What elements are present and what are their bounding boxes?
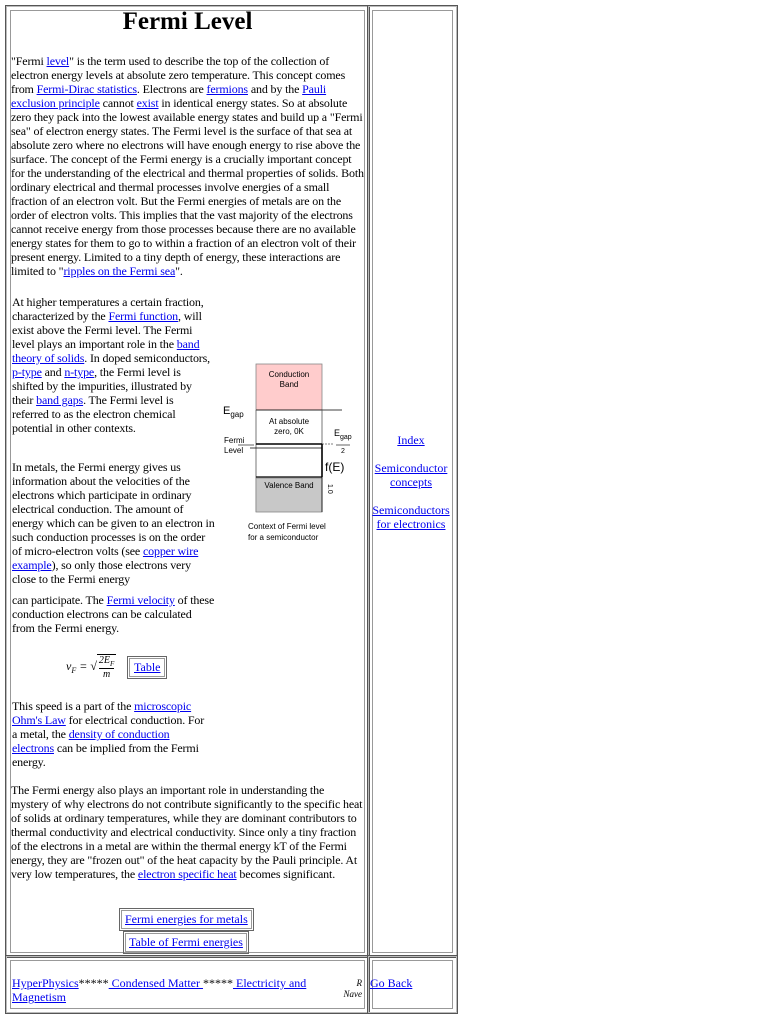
n-type-link[interactable]: n-type [64, 365, 95, 379]
index-link[interactable]: Index [397, 433, 425, 447]
ripples-link[interactable]: ripples on the Fermi sea [63, 264, 176, 278]
band-label: Band [279, 380, 299, 389]
level-label: Level [224, 446, 244, 455]
egap-label: $E_{gap}$ [223, 405, 244, 419]
ohms-law-paragraph: This speed is a part of the microscopic Ohm's Law for electrical conduction. For a metal, the density of conduction electrons can be implied from the Fermi energy. [12, 699, 205, 769]
temperature-paragraph: At higher temperatures a certain fraction, characterized by the Fermi function, will exist above the Fermi level. The Fermi level plays an important role in the band theory of solids. In doped semiconductors, p-type and n-type, the Fermi level is shifted by the impurities, illustrated by their band gaps. The Fermi level is referred to as the electron chemical potential in other contexts. [12, 295, 211, 435]
half-gap-denominator: 2 [341, 448, 345, 455]
go-back-cell [370, 976, 412, 991]
fermi-energies-metals-link[interactable]: Fermi energies for metals [125, 912, 248, 926]
table-fermi-energies-link[interactable]: Table of Fermi energies [129, 935, 243, 949]
valence-label: Valence Band [264, 481, 314, 490]
author-credit: R Nave [343, 978, 362, 999]
band-theory-link[interactable]: band theory of solids [12, 337, 200, 365]
intro-paragraph: "Fermi level" is the term used to describe the top of the collection of electron energy levels at absolute zero temperature. This concept comes from Fermi-Dirac statistics. Electrons are fermions and by the Pauli exclusion principle cannot exist in identical energy states. So at absolute zero they pack into the lowest available energy states and build up a "Fermi sea" of electron energy states. The Fermi level is the surface of that sea at absolute zero where no electrons will have enough energy to rise above the surface. The concept of the Fermi energy is a crucially important concept for the understanding of the electrical and thermal properties of solids. Both ordinary electrical and thermal processes involve energies of a small fraction of an electron volt. But the Fermi energies of metals are on the order of electron volts. This implies that the vast majority of the electrons cannot receive energy from those processes because there are no available energy states for them to go to within a fraction of an electron volt of their present energy. Limited to a tiny depth of energy, these interactions are limited to "ripples on the Fermi sea". [11, 54, 364, 278]
ohms-law-link[interactable]: microscopic Ohm's Law [12, 699, 192, 727]
table-fermi-energies-button[interactable] [123, 931, 249, 954]
fermi-dirac-link[interactable]: Fermi-Dirac statistics [36, 82, 137, 96]
fermi-function-link[interactable]: Fermi function [108, 309, 179, 323]
fermi-velocity-link[interactable]: Fermi velocity [106, 593, 175, 607]
electron-specific-heat-link[interactable]: electron specific heat [137, 867, 237, 881]
fermi-function-label: f(E) [325, 460, 345, 474]
metals-paragraph: In metals, the Fermi energy gives us information about the velocities of the electrons which participate in ordinary electrical conduction. The amount of energy which can be given to an electron in such conduction processes is on the order of micro-electron volts (see copper wire example), so only those electrons very close to the Fermi energy [12, 460, 215, 586]
p-type-link[interactable]: p-type [12, 365, 42, 379]
caption-line-1: Context of Fermi level [248, 522, 326, 531]
absolute-zero-label-1: At absolute [268, 417, 310, 426]
pauli-link[interactable]: Pauli exclusion principle [11, 82, 327, 110]
density-link[interactable]: density of conduction electrons [12, 727, 170, 755]
tick-label: 1.0 [326, 484, 333, 494]
fermi-level-figure [218, 362, 363, 547]
page-title: Fermi Level [122, 8, 253, 35]
level-link[interactable]: level [46, 54, 70, 68]
copper-wire-link[interactable]: copper wire example [12, 544, 199, 572]
semiconductors-electronics-link[interactable]: Semiconductors for electronics [372, 503, 450, 531]
fermions-link[interactable]: fermions [206, 82, 248, 96]
table-button-link[interactable]: Table [134, 660, 161, 674]
go-back-link[interactable]: Go Back [370, 976, 413, 990]
specific-heat-paragraph: The Fermi energy also plays an important role in understanding the mystery of why electrons do not contribute significantly to the specific heat of solids at ordinary temperatures, while they are dominant contributors to thermal conductivity and electrical conductivity. Since only a tiny fraction of the electrons in a metal are within the thermal energy kT of the Fermi energy, they are "frozen out" of the heat capacity by the Pauli principle. At very low temperatures, the electron specific heat becomes significant. [11, 783, 363, 881]
table-button[interactable] [127, 656, 167, 679]
caption-line-2: for a semiconductor [248, 533, 319, 542]
hyperphysics-link[interactable]: HyperPhysics [12, 976, 79, 990]
conduction-label: Conduction [268, 370, 310, 379]
fermi-velocity-formula: $v_F$ = √ $\frac{2E_F}{m}$ [66, 655, 115, 680]
fermi-label: Fermi [224, 436, 245, 445]
band-gaps-link[interactable]: band gaps [36, 393, 84, 407]
velocity-paragraph: can participate. The Fermi velocity of these conduction electrons can be calculated from the Fermi energy. [12, 593, 215, 635]
half-gap-label: $E_{gap}$ [334, 428, 352, 441]
electricity-magnetism-link[interactable]: Electricity and Magnetism [12, 976, 307, 1004]
exist-link[interactable]: exist [136, 96, 159, 110]
semiconductor-concepts-link[interactable]: Semiconductor concepts [374, 461, 448, 489]
footer-nav: HyperPhysics***** Condensed Matter ***** Electricity and Magnetism [12, 976, 307, 1004]
fermi-energies-metals-button[interactable] [119, 908, 254, 931]
absolute-zero-label-2: zero, 0K [274, 427, 304, 436]
condensed-matter-link[interactable]: Condensed Matter [108, 976, 203, 990]
